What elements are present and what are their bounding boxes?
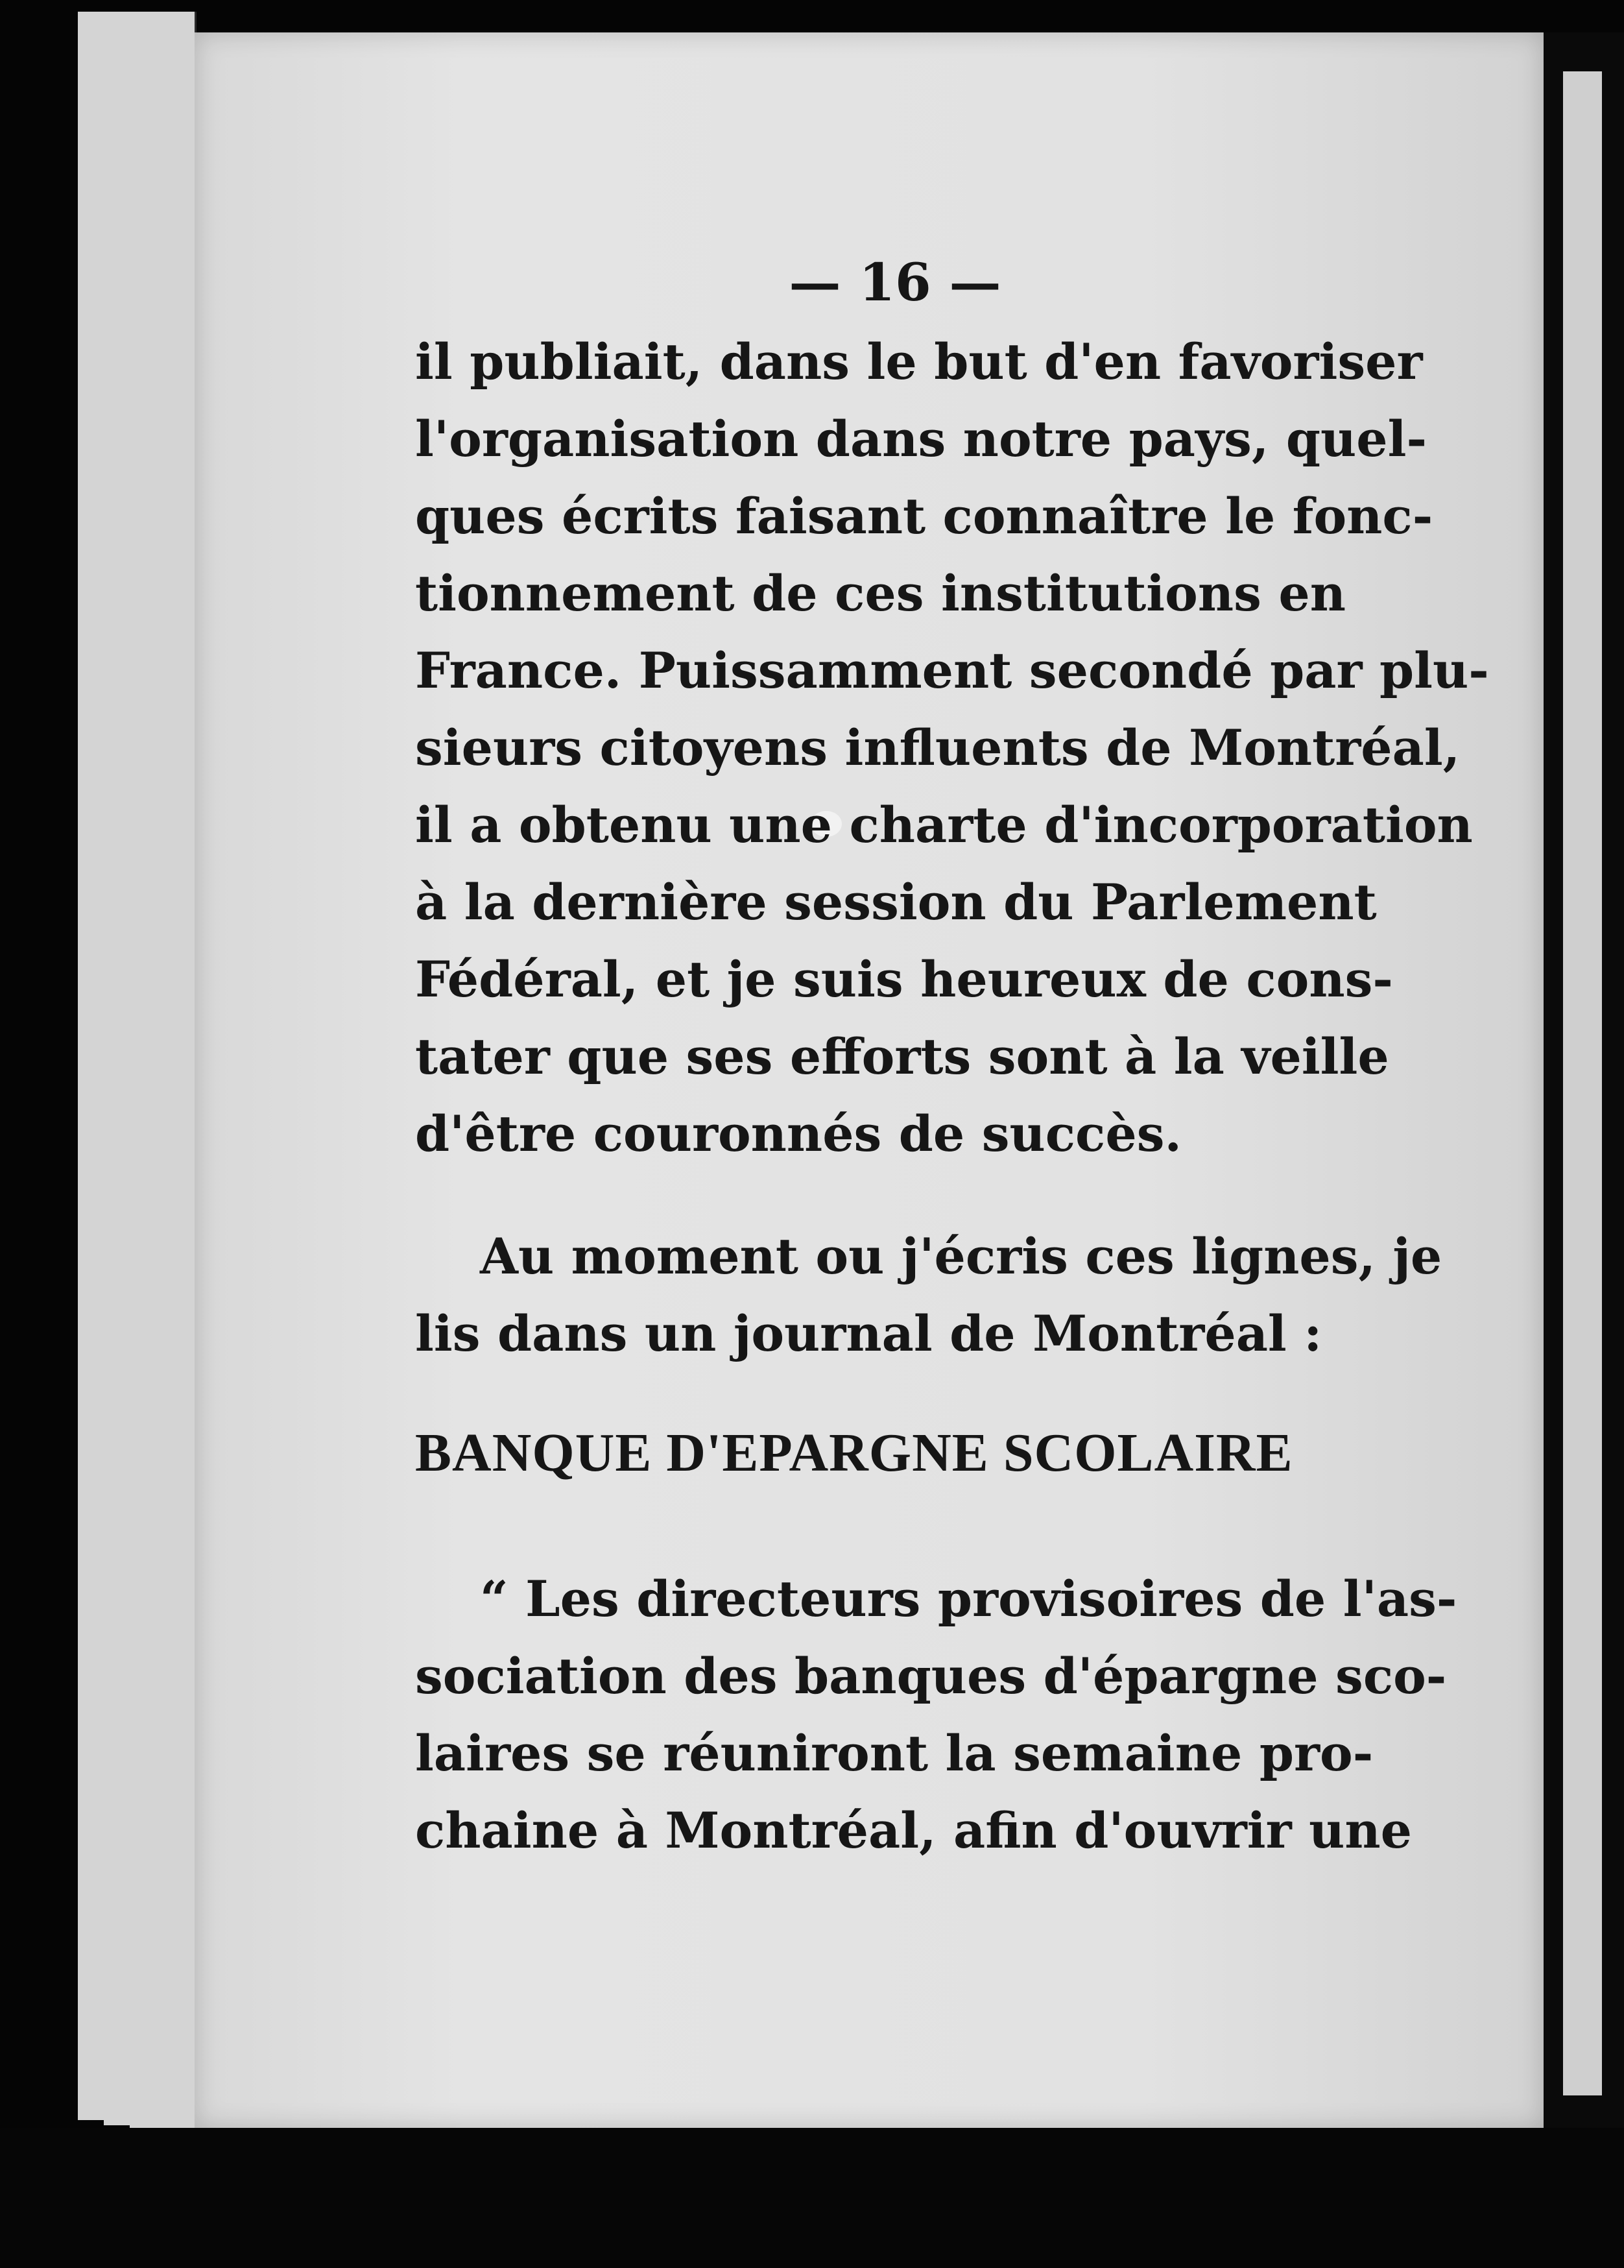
text-line: Fédéral, et je suis heureux de cons- [415, 950, 1393, 1008]
page-text [415, 247, 1489, 1914]
text-line: lis dans un journal de Montréal : [415, 1305, 1322, 1362]
next-page-edge [1563, 71, 1602, 2095]
text-line: chaine à Montréal, afin d'ouvrir une [415, 1802, 1413, 1859]
text-line: il a obtenu une charte d'incorporation [415, 796, 1473, 854]
page-edge [104, 12, 132, 2125]
text-line: “ Les directeurs provisoires de l'as- [480, 1570, 1457, 1628]
page-edge [130, 12, 158, 2130]
text-line: il publiait, dans le but d'en favoriser [415, 333, 1423, 391]
text-line: à la dernière session du Parlement [415, 873, 1377, 931]
text-line: l'organisation dans notre pays, quel- [415, 410, 1427, 468]
text-line: sociation des banques d'épargne sco- [415, 1647, 1447, 1705]
text-line: France. Puissamment secondé par plu- [415, 642, 1489, 699]
text-line: sieurs citoyens influents de Montréal, [415, 719, 1461, 777]
page-number: — 16 — [789, 252, 1001, 313]
paragraph-2 [415, 1218, 1442, 1372]
text-line: tater que ses efforts sont à la veille [415, 1028, 1389, 1085]
page-edge [156, 12, 197, 2134]
paragraph-3 [415, 1560, 1457, 1869]
text-line: ques écrits faisant connaître le fonc- [415, 487, 1433, 545]
section-heading: BANQUE D'EPARGNE SCOLAIRE [415, 1423, 1293, 1483]
paragraph-1 [415, 323, 1489, 1172]
text-line: d'être couronnés de succès. [415, 1105, 1182, 1163]
page-edge [78, 12, 106, 2120]
text-line: Au moment ou j'écris ces lignes, je [480, 1227, 1442, 1285]
text-line: laires se réuniront la semaine pro- [415, 1724, 1374, 1782]
text-line: tionnement de ces institutions en [415, 564, 1346, 622]
scan-border [0, 2128, 1624, 2268]
